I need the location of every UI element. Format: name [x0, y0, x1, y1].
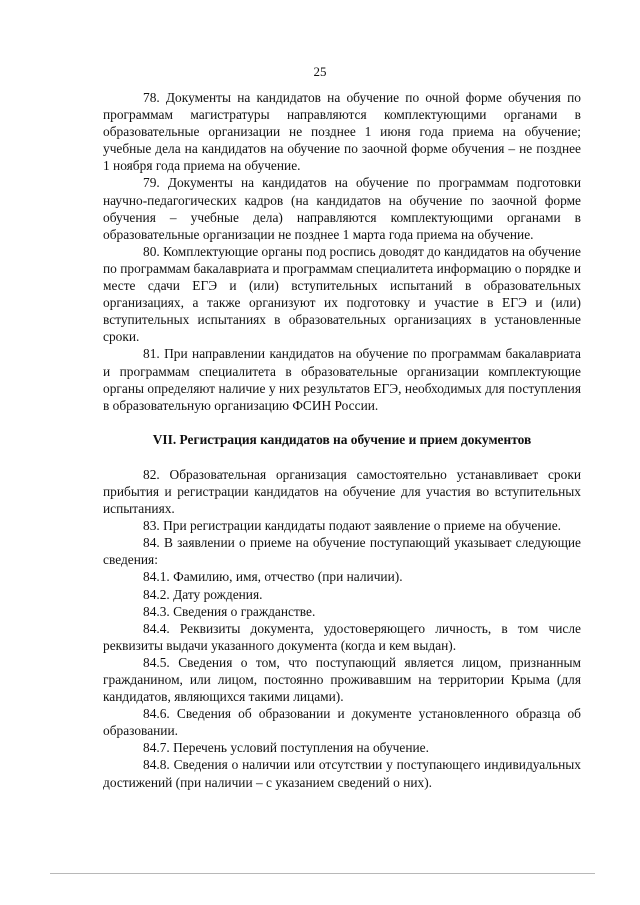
- paragraph-84: 84. В заявлении о приеме на обучение поступающий указывает следующие сведения:: [103, 535, 581, 568]
- paragraph-84-6: 84.6. Сведения об образовании и документе установленного образца об образовании.: [103, 706, 581, 739]
- paragraph-82: 82. Образовательная организация самостоятельно устанавливает сроки прибытия и регистрации кандидатов на обучение для участия во вступительных испытаниях.: [103, 466, 581, 517]
- paragraph-84-8: 84.8. Сведения о наличии или отсутствии у поступающего индивидуальных достижений (при наличии – с указанием сведений о них).: [103, 757, 581, 790]
- paragraph-84-2: 84.2. Дату рождения.: [143, 586, 263, 602]
- paragraph-84-3: 84.3. Сведения о гражданстве.: [143, 603, 316, 619]
- section-heading: VII. Регистрация кандидатов на обучение и прием документов: [152, 431, 532, 447]
- paragraph-81: 81. При направлении кандидатов на обучение по программам бакалавриата и программам специалитета в образовательные организации комплектующие органы определяют наличие у них результатов ЕГЭ, необходимых для поступления в образовательную организацию ФСИН России.: [103, 346, 581, 413]
- paragraph-83: 83. При регистрации кандидаты подают заявление о приеме на обучение.: [143, 518, 561, 534]
- paragraph-84-7: 84.7. Перечень условий поступления на обучение.: [143, 740, 429, 756]
- paragraph-84-5: 84.5. Сведения о том, что поступающий является лицом, признанным гражданином, или лицом, постоянно проживавшим на территории Крыма (для кандидатов, являющихся такими лицами).: [103, 654, 581, 705]
- page-bottom-rule: [50, 873, 595, 874]
- paragraph-84-1: 84.1. Фамилию, имя, отчество (при наличии).: [143, 569, 403, 585]
- paragraph-78: 78. Документы на кандидатов на обучение по очной форме обучения по программам магистратуры направляются комплектующими органами в образовательные организации не позднее 1 июня года приема на обучение; учебные дела на кандидатов на обучение по заочной форме обучения – не позднее 1 ноября года приема на обучение.: [103, 90, 581, 174]
- page-number: 25: [313, 64, 327, 79]
- paragraph-79: 79. Документы на кандидатов на обучение по программам подготовки научно-педагогических кадров (на кандидатов на обучение по заочной форме обучения – учебные дела) направляются комплектующими органами в образовательные организации не позднее 1 марта года приема на обучение.: [103, 175, 581, 242]
- document-body: [103, 89, 581, 791]
- paragraph-84-4: 84.4. Реквизиты документа, удостоверяющего личность, в том числе реквизиты выдачи указанного документа (когда и кем выдан).: [103, 620, 581, 653]
- spacer: [103, 448, 581, 466]
- paragraph-80: 80. Комплектующие органы под роспись доводят до кандидатов на обучение по программам бакалавриата и программам специалитета информацию о порядке и месте сдачи ЕГЭ и (или) вступительных испытаний в образовательных организациях, а также организуют их подготовку и участие в ЕГЭ и (или) вступительных испытаниях в образовательных организациях в установленные сроки.: [103, 243, 581, 345]
- spacer: [103, 414, 581, 431]
